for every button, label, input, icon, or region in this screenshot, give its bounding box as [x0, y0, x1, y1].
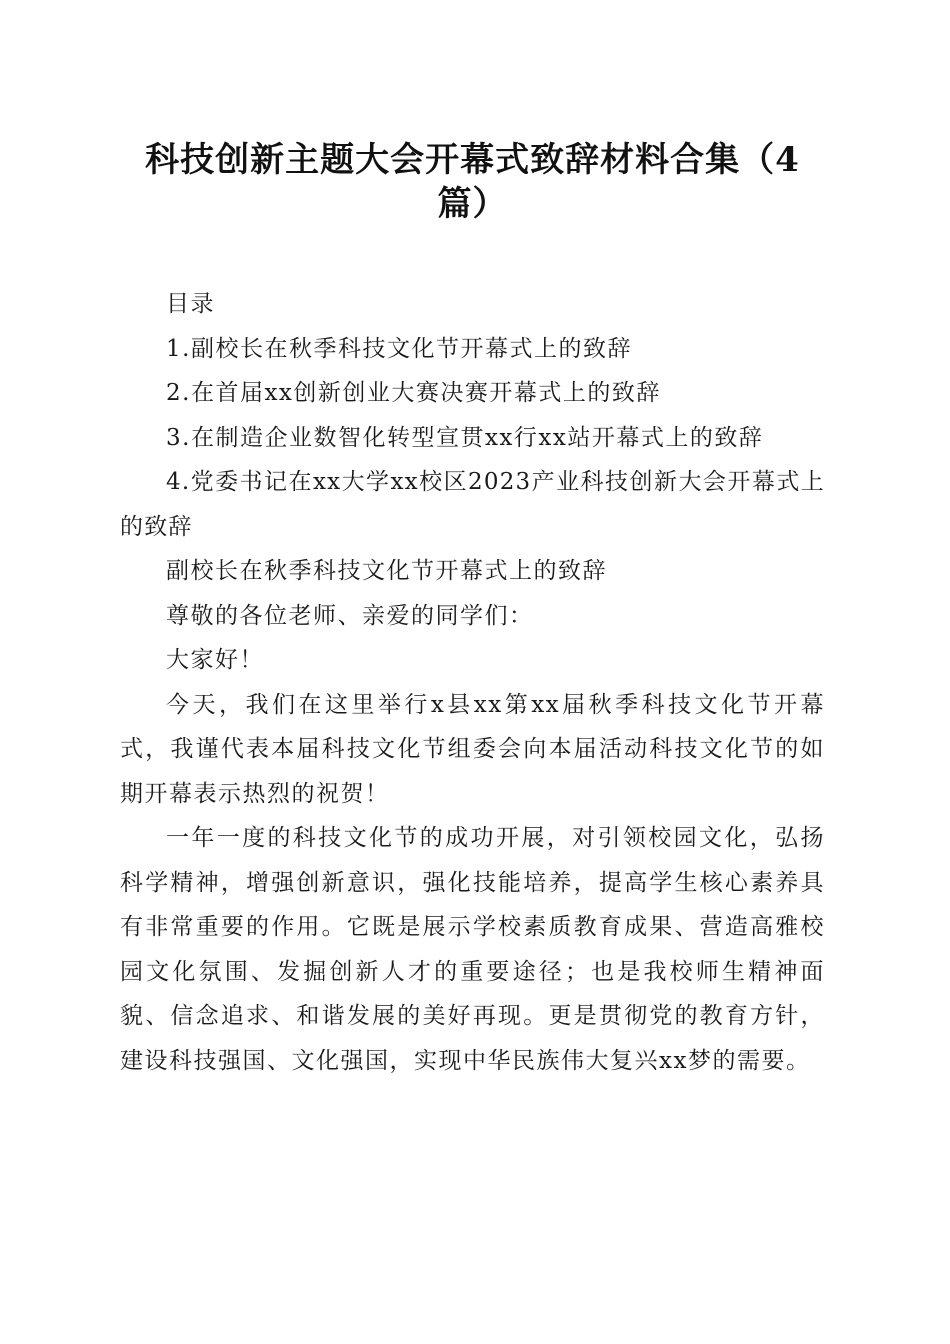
document-body	[120, 282, 825, 1083]
toc-item: 2.在首届xx创新创业大赛决赛开幕式上的致辞	[166, 380, 661, 406]
section-title: 副校长在秋季科技文化节开幕式上的致辞	[166, 558, 607, 584]
greeting: 大家好！	[166, 647, 264, 673]
body-paragraph: 今天，我们在这里举行x县xx第xx届秋季科技文化节开幕式，我谨代表本届科技文化节组委会向本届活动科技文化节的如期开幕表示热烈的祝贺！	[120, 691, 825, 807]
salutation: 尊敬的各位老师、亲爱的同学们：	[166, 602, 534, 629]
toc-item: 4.党委书记在xx大学xx校区2023产业科技创新大会开幕式上的致辞	[120, 469, 825, 540]
toc-item: 3.在制造企业数智化转型宣贯xx行xx站开幕式上的致辞	[166, 424, 764, 451]
body-paragraph: 一年一度的科技文化节的成功开展，对引领校园文化，弘扬科学精神，增强创新意识，强化技能培养，提高学生核心素养具有非常重要的作用。它既是展示学校素质教育成果、营造高雅校园文化氛围、发掘创新人才的重要途径；也是我校师生精神面貌、信念追求、和谐发展的美好再现。更是贯彻党的教育方针，建设科技强国、文化强国，实现中华民族伟大复兴xx梦的需要。	[120, 825, 825, 1074]
toc-item: 1.副校长在秋季科技文化节开幕式上的致辞	[166, 335, 632, 362]
document-title: 科技创新主题大会开幕式致辞材料合集（4篇）	[145, 140, 800, 224]
toc-heading: 目录	[166, 291, 215, 317]
